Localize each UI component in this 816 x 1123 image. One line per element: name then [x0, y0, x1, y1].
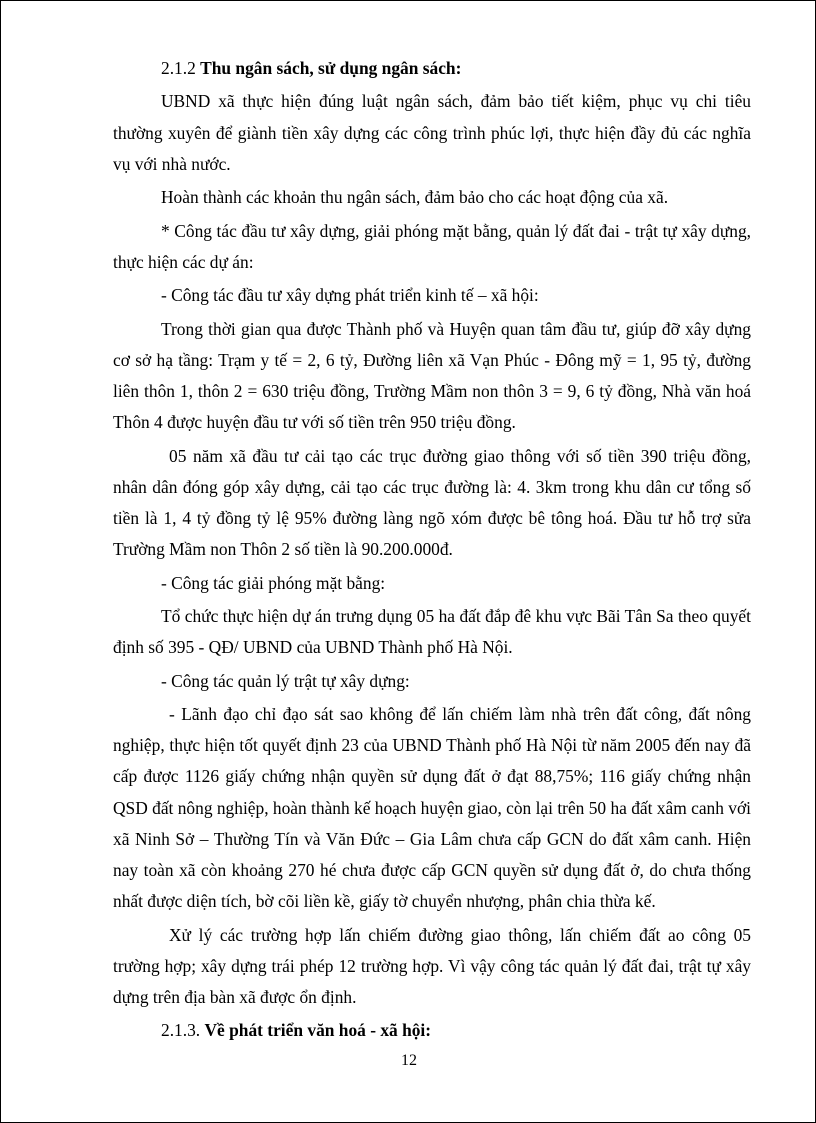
paragraph: Xử lý các trường hợp lấn chiếm đường giao thông, lấn chiếm đất ao công 05 trường hợp; xây dựng trái phép 12 trường hợp. Vì vậy công tác quản lý đất đai, trật tự xây dựng trên địa bàn xã được ổn định.	[113, 924, 751, 1007]
section-number: 2.1.3.	[161, 1020, 205, 1041]
section-title: Thu ngân sách, sử dụng ngân sách:	[200, 58, 462, 78]
paragraph: - Công tác giải phóng mặt bằng:	[161, 572, 386, 593]
paragraph: Hoàn thành các khoản thu ngân sách, đảm bảo cho các hoạt động của xã.	[161, 187, 669, 208]
section-heading	[113, 53, 751, 84]
section-title: Về phát triển văn hoá - xã hội:	[204, 1020, 432, 1041]
paragraph: * Công tác đầu tư xây dựng, giải phóng mặt bằng, quản lý đất đai - trật tự xây dựng, thực hiện các dự án:	[113, 220, 751, 272]
paragraph: - Lãnh đạo chỉ đạo sát sao không để lấn chiếm làm nhà trên đất công, đất nông nghiệp, thực hiện tốt quyết định 23 của UBND Thành phố Hà Nội từ năm 2005 đến nay đã cấp được 1126 giấy chứng nhận quyền sử dụng đất ở đạt 88,75%; 116 giấy chứng nhận QSD đất nông nghiệp, hoàn thành kế hoạch huyện giao, còn lại trên 50 ha đất xâm canh với xã Ninh Sở – Thường Tín và Văn Đức – Gia Lâm chưa cấp GCN do đất xâm canh. Hiện nay toàn xã còn khoảng 270 hé chưa được cấp GCN quyền sử dụng đất ở, do chưa thống nhất được diện tích, bờ cõi liền kề, giấy tờ chuyển nhượng, phân chia thừa kế.	[113, 703, 751, 912]
paragraph: 05 năm xã đầu tư cải tạo các trục đường giao thông với số tiền 390 triệu đồng, nhân dân đóng góp xây dựng, cải tạo các trục đường là: 4. 3km trong khu dân cư tổng số tiền là 1, 4 tỷ đồng tỷ lệ 95% đường làng ngõ xóm được bê tông hoá. Đầu tư hỗ trợ sửa Trường Mầm non Thôn 2 số tiền là 90.200.000đ.	[113, 445, 751, 560]
paragraph: UBND xã thực hiện đúng luật ngân sách, đảm bảo tiết kiệm, phục vụ chi tiêu thường xuyên để giành tiền xây dựng các công trình phúc lợi, thực hiện đầy đủ các nghĩa vụ với nhà nước.	[113, 91, 751, 174]
page-body	[113, 53, 751, 1049]
page-number: 12	[401, 1052, 417, 1069]
paragraph: Trong thời gian qua được Thành phố và Huyện quan tâm đầu tư, giúp đỡ xây dựng cơ sở hạ tầng: Trạm y tế = 2, 6 tỷ, Đường liên xã Vạn Phúc - Đông mỹ = 1, 95 tỷ, đường liên thôn 1, thôn 2 = 630 triệu đồng, Trường Mầm non thôn 3 = 9, 6 tỷ đồng, Nhà văn hoá Thôn 4 được huyện đầu tư với số tiền trên 950 triệu đồng.	[113, 318, 751, 433]
paragraph: Tổ chức thực hiện dự án trưng dụng 05 ha đất đắp đê khu vực Bãi Tân Sa theo quyết định số 395 - QĐ/ UBND của UBND Thành phố Hà Nội.	[113, 605, 751, 658]
paragraph: - Công tác quản lý trật tự xây dựng:	[161, 670, 410, 691]
paragraph: - Công tác đầu tư xây dựng phát triển kinh tế – xã hội:	[161, 285, 539, 306]
section-number: 2.1.2	[161, 58, 201, 78]
section-heading	[113, 1015, 751, 1046]
